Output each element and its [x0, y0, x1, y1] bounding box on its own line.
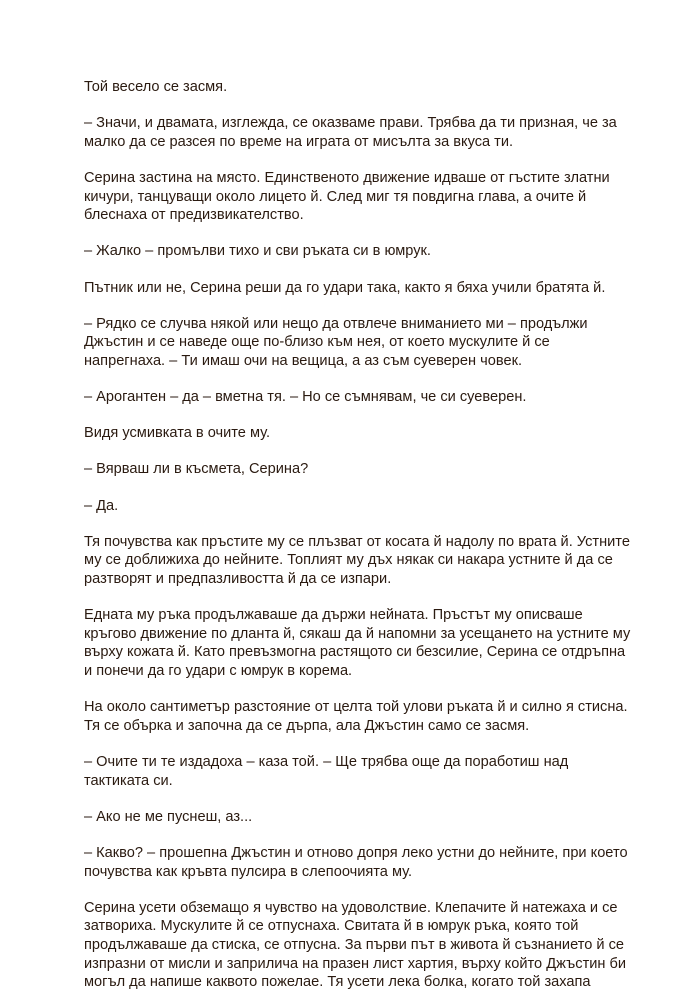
- paragraph: [84, 315, 640, 371]
- text-line: затвориха. Мускулите й се отпуснаха. Свитата й в юмрук ръка, която той: [84, 918, 579, 935]
- text-line: кичури, танцуващи около лицето й. След миг тя повдигна глава, а очите й: [84, 188, 587, 205]
- text-line: – Арогантен – да – вметна тя. – Но се съмнявам, че си суеверен.: [84, 389, 527, 406]
- text-line: – Очите ти те издадоха – каза той. – Ще трябва още да поработиш над: [84, 753, 569, 770]
- paragraph: [84, 114, 640, 151]
- text-line: Серина застина на място. Единственото движение идваше от гъстите златни: [84, 169, 610, 186]
- text-line: кръгово движение по дланта й, сякаш да й напомни за усещането на устните му: [84, 625, 631, 642]
- text-line: Той весело се засмя.: [84, 79, 228, 95]
- text-line: – Вярваш ли в късмета, Серина?: [84, 461, 309, 478]
- paragraph: [84, 606, 640, 680]
- paragraph: [84, 497, 640, 516]
- paragraph: [84, 533, 640, 589]
- text-line: – Жалко – промълви тихо и сви ръката си в юмрук.: [84, 243, 431, 260]
- paragraph: [84, 899, 640, 992]
- paragraph: [84, 169, 640, 225]
- text-line: Тя почувства как пръстите му се плъзват от косата й надолу по врата й. Устните: [84, 533, 630, 550]
- text-line: Джъстин и се наведе още по-близо към нея, от което мускулите й се: [84, 334, 550, 351]
- text-line: продължаваше да стиска, се отпусна. За първи път в живота й съзнанието й се: [84, 936, 625, 953]
- text-line: – Какво? – прошепна Джъстин и отново допря леко устни до нейните, при което: [84, 844, 628, 861]
- text-line: върху кожата й. Като превъзмогна растящото си безсилие, Серина се отдръпна: [84, 644, 626, 661]
- text-line: – Рядко се случва някой или нещо да отвлече вниманието ми – продължи: [84, 315, 588, 332]
- text-line: му се доближиха до нейните. Топлият му дъх някак си накара устните й да се: [84, 552, 613, 569]
- text-line: Пътник или не, Серина реши да го удари така, както я бяха учили братята й.: [84, 279, 606, 296]
- paragraph: [84, 424, 640, 443]
- text-line: напрегнаха. – Ти имаш очи на вещица, а аз съм суеверен човек.: [84, 352, 523, 369]
- text-line: могъл да напише каквото пожелае. Тя усети лека болка, когато той захапа: [84, 974, 591, 991]
- paragraph: [84, 808, 640, 827]
- paragraph: [84, 698, 640, 735]
- paragraph: [84, 388, 640, 407]
- text-line: малко да се разсея по време на играта от мисълта за вкуса ти.: [84, 133, 514, 150]
- paragraph: [84, 78, 640, 97]
- paragraph: [84, 844, 640, 881]
- paragraph: [84, 753, 640, 790]
- text-line: Серина усети обземащо я чувство на удоволствие. Клепачите й натежаха и се: [84, 899, 618, 916]
- text-line: тактиката си.: [84, 772, 173, 789]
- text-line: – Ако не ме пуснеш, аз...: [84, 808, 253, 825]
- text-line: изпразни от мисли и заприлича на празен лист хартия, върху който Джъстин би: [84, 955, 627, 972]
- text-line: Едната му ръка продължаваше да държи нейната. Пръстът му описваше: [84, 607, 583, 624]
- paragraph: [84, 279, 640, 298]
- text-line: почувства как кръвта пулсира в слепоочията му.: [84, 863, 413, 880]
- text-line: Видя усмивката в очите му.: [84, 425, 271, 442]
- text-line: и понечи да го удари с юмрук в корема.: [84, 663, 353, 679]
- paragraph: [84, 460, 640, 479]
- text-line: На около сантиметър разстояние от целта той улови ръката й и силно я стисна.: [84, 699, 628, 716]
- text-line: Тя се обърка и започна да се дърпа, ала Джъстин само се засмя.: [84, 717, 530, 734]
- paragraph: [84, 242, 640, 261]
- text-line: – Значи, и двамата, изглежда, се оказваме прави. Трябва да ти призная, че за: [84, 115, 617, 132]
- text-line: разтворят и предпазливостта й да се изпари.: [84, 571, 392, 588]
- text-line: – Да.: [84, 497, 119, 514]
- text-line: блеснаха от предизвикателство.: [84, 207, 304, 224]
